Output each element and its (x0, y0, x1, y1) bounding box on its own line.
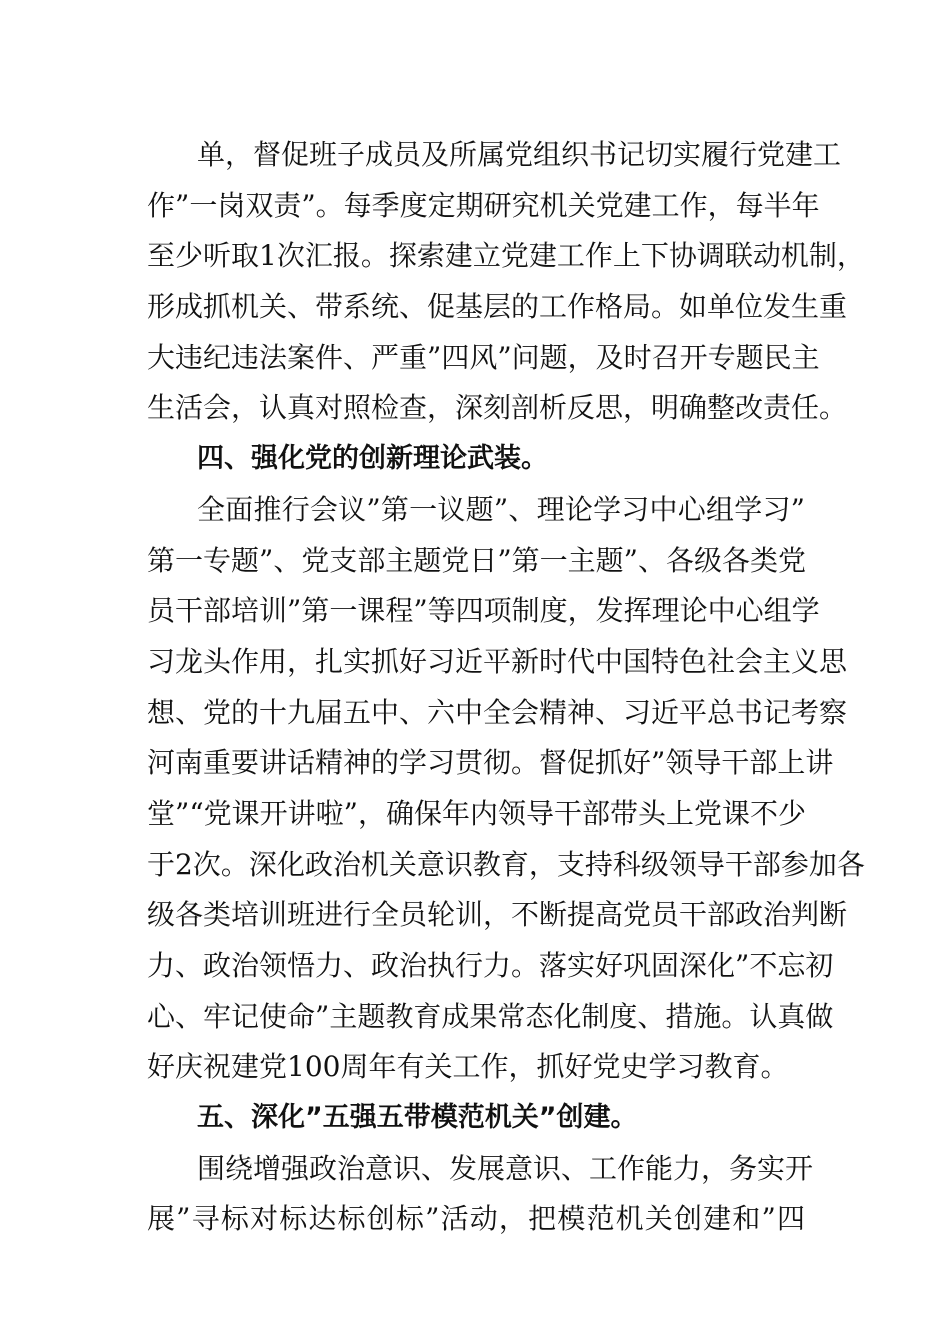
text-line: 形成抓机关、带系统、促基层的工作格局。如单位发生重 (147, 290, 848, 324)
paragraph-model-organ (147, 1144, 814, 1245)
text-line: 堂”“党课开讲啦”，确保年内领导干部带头上党课不少 (147, 796, 806, 830)
paragraph-party-responsibility (147, 130, 865, 434)
text-line: 大违纪违法案件、严重”四风”问题，及时召开专题民主 (147, 340, 820, 374)
text-line: 河南重要讲话精神的学习贯彻。督促抓好”领导干部上讲 (147, 746, 834, 780)
text-line: 生活会，认真对照检查，深刻剖析反思，明确整改责任。 (147, 391, 848, 425)
text-line: 心、牢记使命”主题教育成果常态化制度、措施。认真做 (147, 999, 834, 1033)
text-line: 员干部培训”第一课程”等四项制度，发挥理论中心组学 (147, 594, 820, 628)
text-line: 第一专题”、党支部主题党日”第一主题”、各级各类党 (147, 543, 806, 577)
text-line: 想、党的十九届五中、六中全会精神、习近平总书记考察 (147, 695, 848, 729)
text-line: 作”一岗双责”。每季度定期研究机关党建工作，每半年 (147, 188, 820, 222)
section-heading-4: 四、强化党的创新理论武装。 (197, 443, 548, 475)
text-line: 级各类培训班进行全员轮训，不断提高党员干部政治判断 (147, 898, 848, 932)
text-line: 好庆祝建党100周年有关工作，抓好党史学习教育。 (147, 1050, 789, 1084)
text-line: 习龙头作用，扎实抓好习近平新时代中国特色社会主义思 (147, 644, 848, 678)
text-line: 单，督促班子成员及所属党组织书记切实履行党建工 (197, 138, 842, 171)
text-line: 于2次。深化政治机关意识教育，支持科级领导干部参加各 (147, 847, 865, 881)
text-line: 力、政治领悟力、政治执行力。落实好巩固深化”不忘初 (147, 949, 834, 982)
text-line: 展”寻标对标达标创标”活动，把模范机关创建和”四 (147, 1202, 805, 1236)
section-heading-5: 五、深化”五强五带模范机关”创建。 (197, 1102, 638, 1134)
text-line: 至少听取1次汇报。探索建立党建工作上下协调联动机制， (147, 239, 865, 273)
text-line: 围绕增强政治意识、发展意识、工作能力，务实开 (197, 1151, 814, 1185)
paragraph-theory-study (147, 485, 865, 1093)
text-line: 全面推行会议”第一议题”、理论学习中心组学习” (197, 492, 805, 526)
